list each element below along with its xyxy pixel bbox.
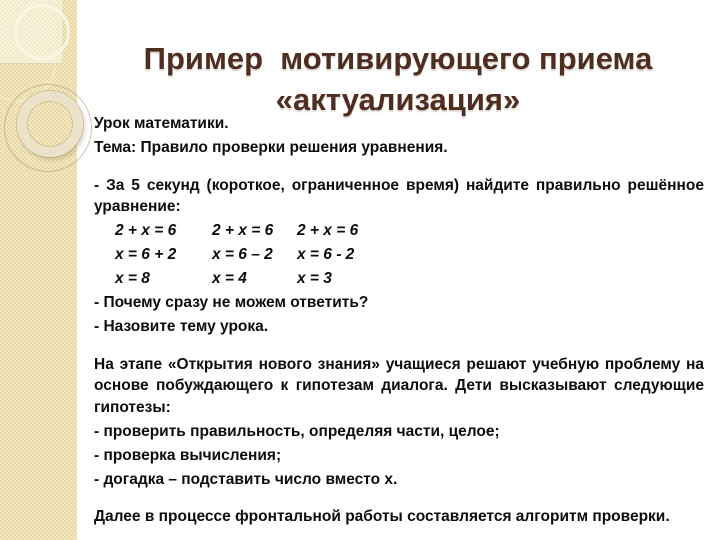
equation: x = 6 – 2	[212, 246, 273, 263]
task-line1: - За 5 секунд (короткое, ограниченное время) найдите правильно решённое	[94, 176, 704, 194]
equation-row	[94, 268, 704, 290]
question-line: - Назовите тему урока.	[94, 318, 269, 335]
slide-body	[94, 113, 704, 530]
side-strip-decoration	[0, 0, 77, 540]
slide-title	[82, 38, 714, 120]
equation-row	[94, 220, 704, 242]
question-line: - Почему сразу не можем ответить?	[94, 294, 369, 311]
equation: x = 8	[115, 270, 150, 287]
hypothesis-line: - проверить правильность, определяя части, целое;	[94, 422, 500, 440]
slide-title-line2: «актуализация»	[275, 81, 521, 117]
slide-title-line1: Пример мотивирующего приема	[143, 40, 653, 76]
stage-line2: основе побуждающего к гипотезам диалога. Дети высказывают следующие	[94, 377, 704, 394]
task-paragraph	[94, 175, 704, 218]
equation: x = 6 - 2	[297, 246, 355, 263]
closing-line: Далее в процессе фронтальной работы составляется алгоритм проверки.	[94, 508, 670, 525]
ring-decoration-icon	[17, 91, 83, 157]
equation: 2 + x = 6	[115, 222, 177, 239]
stage-line1: На этапе «Открытия нового знания» учащиеся решают учебную проблему на	[94, 355, 704, 373]
equation: 2 + x = 6	[212, 222, 274, 239]
stage-line3: гипотезы:	[94, 398, 171, 416]
equation: x = 4	[212, 270, 247, 287]
hypothesis-line: - догадка – подставить число вместо х.	[94, 470, 398, 488]
equation: x = 3	[297, 270, 332, 287]
hypothesis-line: - проверка вычисления;	[94, 446, 282, 464]
task-line2: уравнение:	[94, 198, 181, 215]
equation: 2 + x = 6	[297, 222, 359, 239]
lesson-line: Урок математики.	[94, 115, 229, 132]
topic-line: Тема: Правило проверки решения уравнения.	[94, 139, 448, 156]
stage-paragraph	[94, 354, 704, 419]
equation-row	[94, 244, 704, 266]
equation: x = 6 + 2	[115, 246, 177, 263]
